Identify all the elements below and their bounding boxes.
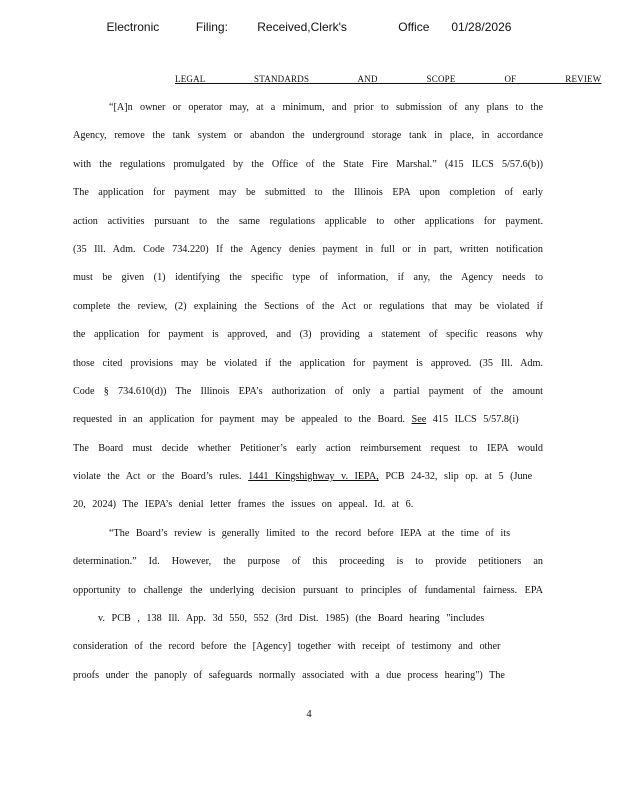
electronic-filing-header: Electronic Filing: Received,Clerk's Office 01/28/2026	[106, 20, 512, 34]
text-line	[73, 410, 543, 438]
text-line	[73, 467, 543, 495]
text-line: consideration of the record before the [Agency] together with receipt of testimony and other	[73, 641, 501, 653]
text-line: (35 Ill. Adm. Code 734.220) If the Agency denies payment in full or in part, written notification	[73, 243, 543, 255]
text-line: Agency, remove the tank system or abandon the underground storage tank in place, in accordance	[73, 130, 543, 142]
text-line: “[A]n owner or operator may, at a minimum, and prior to submission of any plans to the	[109, 102, 543, 113]
text-line: opportunity to challenge the underlying decision pursuant to principles of fundamental fairness. EPA	[73, 584, 543, 596]
page-number: 4	[306, 709, 312, 720]
text-line: determination.” Id. However, the purpose of this proceeding is to provide petitioners an	[73, 556, 543, 568]
text-segment: PCB 24-32, slip op. at 5 (June	[385, 471, 533, 483]
text-line: The Board must decide whether Petitioner’s early action reimbursement request to IEPA would	[73, 442, 543, 454]
document-body	[73, 98, 543, 694]
text-line: those cited provisions may be violated if the application for payment is approved. (35 Ill. Adm.	[73, 357, 543, 369]
text-segment: violate the Act or the Board’s rules.	[73, 471, 242, 483]
text-line: must be given (1) identifying the specific type of information, if any, the Agency needs to	[73, 272, 543, 284]
citation-signal: See	[411, 414, 427, 426]
text-line: the application for payment is approved, and (3) providing a statement of specific reasons why	[73, 329, 543, 341]
text-line: Code § 734.610(d)) The Illinois EPA’s authorization of only a partial payment of the amount	[73, 385, 543, 397]
text-line: 20, 2024) The IEPA’s denial letter frames the issues on appeal. Id. at 6.	[73, 499, 414, 511]
text-line: proofs under the panoply of safeguards normally associated with a due process hearing") The	[73, 669, 505, 681]
text-line: action activities pursuant to the same regulations applicable to other applications for payment.	[73, 215, 543, 227]
text-line: with the regulations promulgated by the Office of the State Fire Marshal.” (415 ILCS 5/57.6(b))	[73, 158, 543, 170]
text-line: “The Board’s review is generally limited to the record before IEPA at the time of its	[109, 527, 511, 539]
text-line: The application for payment may be submitted to the Illinois EPA upon completion of early	[73, 187, 543, 199]
text-line: v. PCB , 138 Ill. App. 3d 550, 552 (3rd Dist. 1985) (the Board hearing "includes	[98, 613, 485, 625]
text-segment: requested in an application for payment may be appealed to the Board.	[73, 414, 405, 426]
text-line: complete the review, (2) explaining the Sections of the Act or regulations that may be violated if	[73, 300, 543, 312]
section-title: LEGAL STANDARDS AND SCOPE OF REVIEW	[175, 74, 602, 84]
text-segment: 415 ILCS 5/57.8(i)	[432, 414, 519, 426]
case-name: 1441 Kingshighway v. IEPA,	[248, 471, 379, 483]
